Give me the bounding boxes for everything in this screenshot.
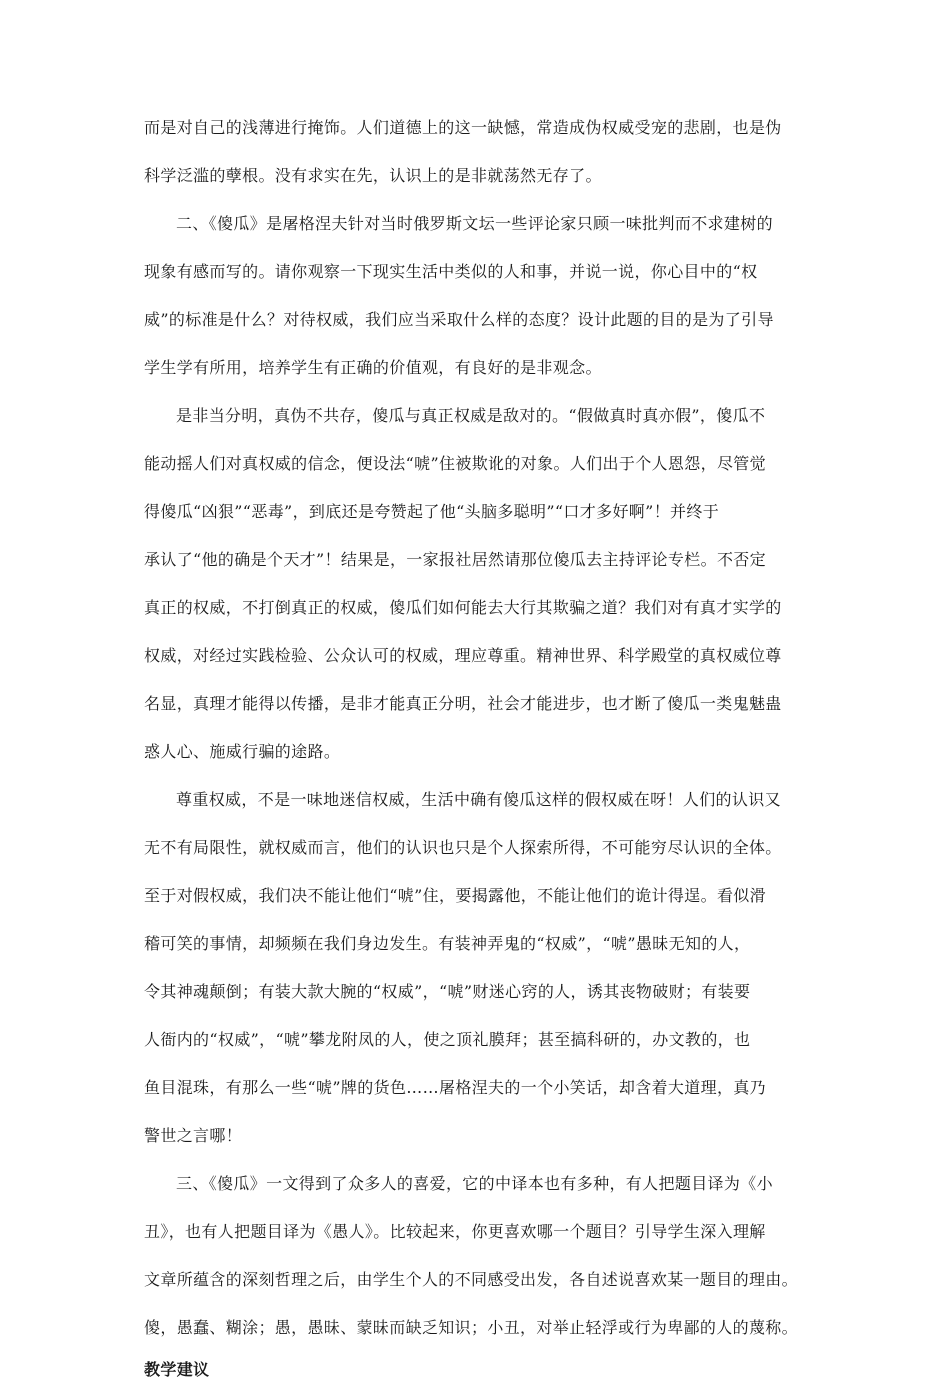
text-line: 科学泛滥的孽根。没有求实在先，认识上的是非就荡然无存了。	[144, 166, 602, 185]
text-line: 威”的标准是什么？对待权威，我们应当采取什么样的态度？设计此题的目的是为了引导	[144, 310, 774, 329]
text-line: 现象有感而写的。请你观察一下现实生活中类似的人和事，并说一说，你心目中的“权	[144, 262, 758, 281]
text-line: 权威，对经过实践检验、公众认可的权威，理应尊重。精神世界、科学殿堂的真权威位尊	[144, 646, 782, 665]
text-line: 而是对自己的浅薄进行掩饰。人们道德上的这一缺憾，常造成伪权威受宠的悲剧，也是伪	[144, 118, 782, 137]
text-line: 稽可笑的事情，却频频在我们身边发生。有装神弄鬼的“权威”，“唬”愚昧无知的人，	[144, 934, 751, 953]
text-line: 尊重权威，不是一味地迷信权威，生活中确有傻瓜这样的假权威在呀！人们的认识又	[176, 790, 781, 809]
text-line: 真正的权威，不打倒真正的权威，傻瓜们如何能去大行其欺骗之道？我们对有真才实学的	[144, 598, 782, 617]
section-heading: 教学建议	[144, 1360, 210, 1379]
text-line: 承认了“他的确是个天才”！结果是，一家报社居然请那位傻瓜去主持评论专栏。不否定	[144, 550, 767, 569]
text-line: 学生学有所用，培养学生有正确的价值观，有良好的是非观念。	[144, 358, 602, 377]
text-line: 丑》，也有人把题目译为《愚人》。比较起来，你更喜欢哪一个题目？引导学生深入理解	[144, 1222, 766, 1241]
text-line: 惑人心、施威行骗的途路。	[144, 742, 341, 761]
text-line: 警世之言哪！	[144, 1126, 243, 1145]
text-line: 是非当分明，真伪不共存，傻瓜与真正权威是敌对的。“假做真时真亦假”，傻瓜不	[176, 406, 766, 425]
text-line: 无不有局限性，就权威而言，他们的认识也只是个人探索所得，不可能穷尽认识的全体。	[144, 838, 782, 857]
text-line: 二、《傻瓜》是屠格涅夫针对当时俄罗斯文坛一些评论家只顾一味批判而不求建树的	[176, 214, 773, 233]
text-line: 能动摇人们对真权威的信念，便设法“唬”住被欺讹的对象。人们出于个人恩怨，尽管觉	[144, 454, 767, 473]
text-line: 令其神魂颠倒；有装大款大腕的“权威”，“唬”财迷心窍的人，诱其丧物破财；有装要	[144, 982, 751, 1001]
text-line: 文章所蕴含的深刻哲理之后，由学生个人的不同感受出发，各自述说喜欢某一题目的理由。	[144, 1270, 799, 1289]
text-line: 至于对假权威，我们决不能让他们“唬”住，要揭露他，不能让他们的诡计得逞。看似滑	[144, 886, 767, 905]
text-line: 得傻瓜“凶狠”“恶毒”，到底还是夸赞起了他“头脑多聪明”“口才多好啊”！并终于	[144, 502, 720, 521]
text-line: 名显，真理才能得以传播，是非才能真正分明，社会才能进步，也才断了傻瓜一类鬼魅蛊	[144, 694, 782, 713]
text-line: 三、《傻瓜》一文得到了众多人的喜爱，它的中译本也有多种，有人把题目译为《小	[176, 1174, 773, 1193]
text-line: 人衙内的“权威”，“唬”攀龙附凤的人，使之顶礼膜拜；甚至搞科研的，办文教的，也	[144, 1030, 751, 1049]
text-line: 鱼目混珠，有那么一些“唬”牌的货色……屠格涅夫的一个小笑话，却含着大道理，真乃	[144, 1078, 767, 1097]
text-line: 傻，愚蠢、糊涂；愚，愚昧、蒙昧而缺乏知识；小丑，对举止轻浮或行为卑鄙的人的蔑称。	[144, 1318, 799, 1337]
